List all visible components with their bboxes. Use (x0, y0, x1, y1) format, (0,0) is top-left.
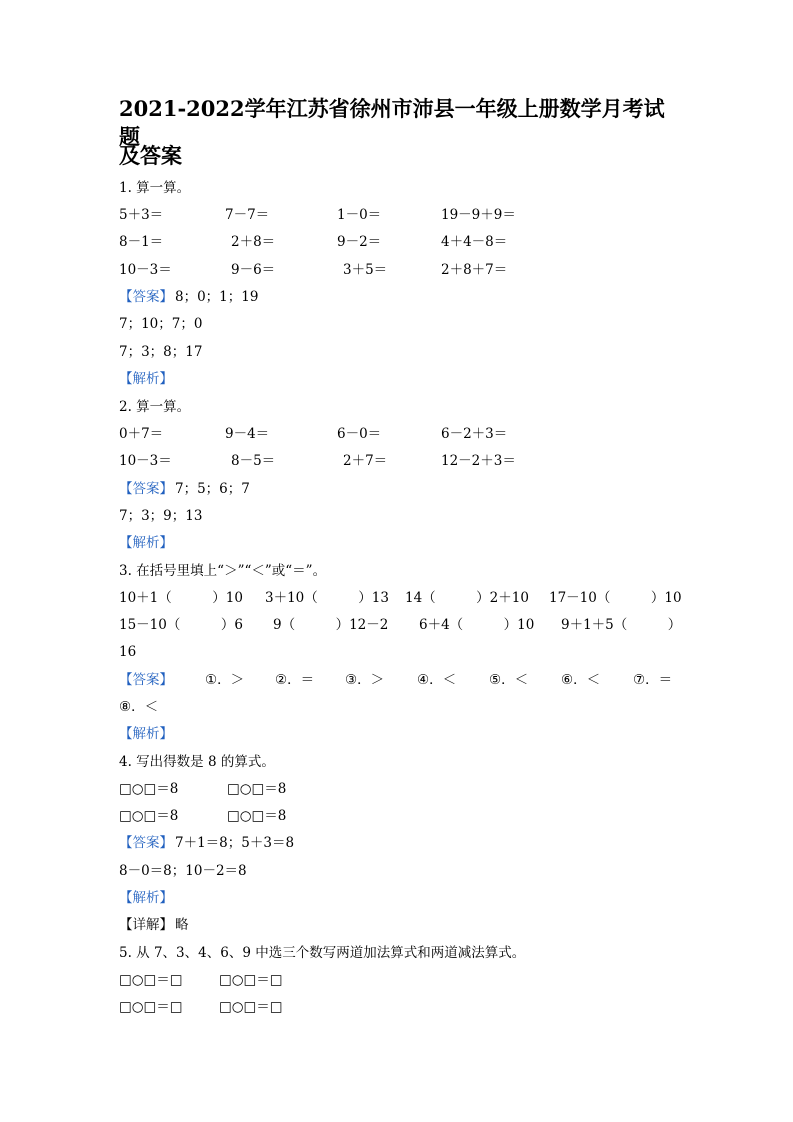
q4-blank-equation: □○□＝8 (227, 781, 287, 797)
q3-answer-wrap: ⑧．＜ (119, 699, 159, 715)
q3-row-2-wrap: 16 (119, 644, 137, 660)
q2-expr: 9－4＝ (225, 426, 270, 442)
q4-detail (119, 914, 679, 936)
q2-analysis-label: 【解析】 (119, 535, 173, 551)
q3-row-2 (119, 614, 682, 636)
q2-row-2 (119, 450, 679, 472)
q1-expr: 1－0＝ (337, 207, 382, 223)
answer-item: ④．＜ (417, 672, 457, 688)
q2-expr: 0＋7＝ (119, 426, 164, 442)
q3-analysis-label: 【解析】 (119, 726, 173, 742)
q2-expr: 6－2＋3＝ (441, 426, 508, 442)
q3-answer (119, 669, 679, 691)
q1-expr: 9－6＝ (231, 262, 276, 278)
q1-row-3 (119, 259, 679, 281)
q2-expr: 12－2＋3＝ (441, 453, 516, 469)
q2-expr: 8－5＝ (231, 453, 276, 469)
q1-expr: 2＋8＋7＝ (441, 262, 508, 278)
document-title-line-2: 及答案 (119, 143, 182, 168)
q1-expr: 10－3＝ (119, 262, 172, 278)
q3-row-1 (119, 587, 682, 609)
answer-label: 【答案】 (119, 481, 173, 497)
q1-answer-line-2: 7；10；7；0 (119, 316, 203, 332)
q1-answer (119, 286, 679, 308)
q1-analysis-label: 【解析】 (119, 371, 173, 387)
q2-expr: 2＋7＝ (343, 453, 388, 469)
q4-analysis-label: 【解析】 (119, 890, 173, 906)
q2-answer-line-2: 7；3；9；13 (119, 508, 203, 524)
q4-answer-line-2: 8－0＝8；10－2＝8 (119, 863, 247, 879)
answer-label: 【答案】 (119, 289, 173, 305)
answer-item: ⑦．＝ (633, 672, 673, 688)
answer-item: ⑤．＜ (489, 672, 529, 688)
q1-expr: 19－9＋9＝ (441, 207, 516, 223)
q3-compare: 10＋1（ ）10 (119, 590, 243, 606)
answer-item: ①．＞ (205, 672, 245, 688)
q1-expr: 2＋8＝ (231, 234, 276, 250)
q3-compare: 3＋10（ ）13 (265, 590, 389, 606)
q5-blank-equation: □○□＝□ (119, 972, 183, 988)
q1-expr: 7－7＝ (225, 207, 270, 223)
q3-compare: 9＋1＋5（ ） (561, 617, 682, 633)
q4-answer (119, 832, 679, 854)
q4-row-2 (119, 805, 679, 827)
q5-blank-equation: □○□＝□ (219, 972, 283, 988)
q1-expr: 4＋4－8＝ (441, 234, 508, 250)
answer-label: 【答案】 (119, 835, 173, 851)
answer-item: ⑥．＜ (561, 672, 601, 688)
q1-expr: 8－1＝ (119, 234, 164, 250)
q5-blank-equation: □○□＝□ (119, 999, 183, 1015)
q3-compare: 14（ ）2＋10 (405, 590, 529, 606)
q2-row-1 (119, 423, 679, 445)
q4-row-1 (119, 778, 679, 800)
q2-answer (119, 478, 679, 500)
q3-heading: 3. 在括号里填上“＞”“＜”或“＝”。 (119, 563, 327, 579)
q1-expr: 5＋3＝ (119, 207, 164, 223)
q5-blank-equation: □○□＝□ (219, 999, 283, 1015)
q5-row-1 (119, 969, 679, 991)
answer-item: ②．＝ (275, 672, 315, 688)
q2-expr: 10－3＝ (119, 453, 172, 469)
q4-heading: 4. 写出得数是 8 的算式。 (119, 754, 275, 770)
answer-text: 7；5；6；7 (175, 481, 250, 497)
answer-text: 8；0；1；19 (175, 289, 259, 305)
q4-blank-equation: □○□＝8 (227, 808, 287, 824)
answer-item: ③．＞ (345, 672, 385, 688)
q1-answer-line-3: 7；3；8；17 (119, 344, 203, 360)
q3-compare: 9（ ）12－2 (273, 617, 389, 633)
q2-heading: 2. 算一算。 (119, 399, 191, 415)
q1-row-1 (119, 204, 679, 226)
q1-row-2 (119, 231, 679, 253)
q1-expr: 3＋5＝ (343, 262, 388, 278)
q3-compare: 17－10（ ）10 (549, 590, 682, 606)
q2-expr: 6－0＝ (337, 426, 382, 442)
q4-blank-equation: □○□＝8 (119, 808, 179, 824)
detail-label: 【详解】 (119, 917, 173, 933)
q4-blank-equation: □○□＝8 (119, 781, 179, 797)
q5-heading: 5. 从 7、3、4、6、9 中选三个数写两道加法算式和两道减法算式。 (119, 945, 526, 961)
detail-text: 略 (175, 917, 189, 933)
q1-expr: 9－2＝ (337, 234, 382, 250)
q3-compare: 6＋4（ ）10 (419, 617, 535, 633)
q5-row-2 (119, 996, 679, 1018)
document-title-line-1: 2021-2022学年江苏省徐州市沛县一年级上册数学月考试题 (119, 96, 665, 149)
answer-label: 【答案】 (119, 672, 173, 688)
q1-heading: 1. 算一算。 (119, 180, 191, 196)
answer-text: 7＋1＝8；5＋3＝8 (175, 835, 295, 851)
q3-compare: 15－10（ ）6 (119, 617, 243, 633)
